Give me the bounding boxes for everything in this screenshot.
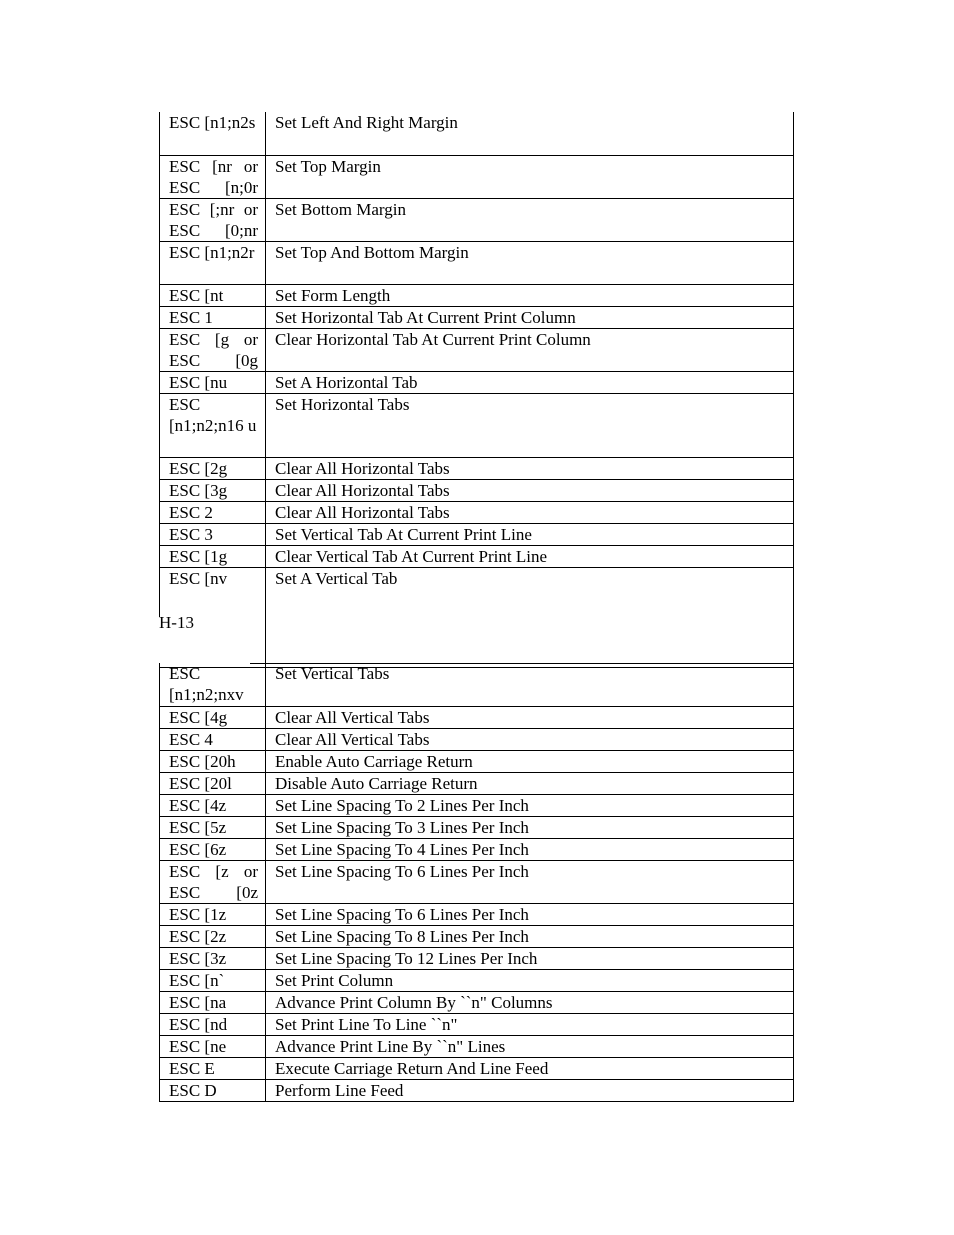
description-cell: Clear All Horizontal Tabs bbox=[266, 501, 794, 523]
table-row bbox=[160, 306, 794, 328]
table-row bbox=[160, 772, 794, 794]
table-row bbox=[160, 112, 794, 155]
code-cell: ESC [n1;n2s bbox=[160, 112, 266, 155]
description-cell: Set Top Margin bbox=[266, 155, 794, 198]
table-row bbox=[160, 947, 794, 969]
description-cell: Advance Print Column By ``n" Columns bbox=[266, 991, 794, 1013]
table-row bbox=[160, 794, 794, 816]
code-cell: ESC [;nr or ESC [0;nr bbox=[160, 198, 266, 241]
description-cell: Set Line Spacing To 4 Lines Per Inch bbox=[266, 838, 794, 860]
description-cell: Advance Print Line By ``n" Lines bbox=[266, 1035, 794, 1057]
code-cell: ESC [n1;n2;n16 u bbox=[160, 393, 266, 457]
code-cell: ESC [4z bbox=[160, 794, 266, 816]
code-cell: ESC [20h bbox=[160, 750, 266, 772]
table-row bbox=[160, 903, 794, 925]
table-row bbox=[160, 991, 794, 1013]
description-cell: Set Form Length bbox=[266, 284, 794, 306]
table-row bbox=[160, 750, 794, 772]
page-number: H-13 bbox=[159, 613, 194, 632]
table-row bbox=[160, 1035, 794, 1057]
table-row bbox=[160, 198, 794, 241]
code-cell: ESC [3z bbox=[160, 947, 266, 969]
table-row bbox=[160, 969, 794, 991]
table-row bbox=[160, 567, 794, 617]
code-cell: ESC [2z bbox=[160, 925, 266, 947]
code-cell: ESC [nr or ESC [n;0r bbox=[160, 155, 266, 198]
description-cell: Set Horizontal Tabs bbox=[266, 393, 794, 457]
table-row bbox=[160, 1079, 794, 1101]
code-cell: ESC [na bbox=[160, 991, 266, 1013]
description-cell: Execute Carriage Return And Line Feed bbox=[266, 1057, 794, 1079]
code-cell: ESC [nt bbox=[160, 284, 266, 306]
description-cell: Perform Line Feed bbox=[266, 1079, 794, 1101]
code-cell: ESC [ne bbox=[160, 1035, 266, 1057]
description-cell: Clear All Horizontal Tabs bbox=[266, 457, 794, 479]
code-cell: ESC [n1;n2r bbox=[160, 241, 266, 284]
code-cell: ESC E bbox=[160, 1057, 266, 1079]
description-cell: Set Vertical Tab At Current Print Line bbox=[266, 523, 794, 545]
code-cell: ESC [6z bbox=[160, 838, 266, 860]
table-row bbox=[160, 457, 794, 479]
escape-code-table-part-1 bbox=[159, 112, 794, 668]
table-row bbox=[160, 284, 794, 306]
code-cell: ESC [3g bbox=[160, 479, 266, 501]
code-cell: ESC 4 bbox=[160, 728, 266, 750]
description-cell: Set Print Line To Line ``n" bbox=[266, 1013, 794, 1035]
table-row bbox=[160, 393, 794, 457]
code-cell: ESC 2 bbox=[160, 501, 266, 523]
description-cell: Clear All Vertical Tabs bbox=[266, 728, 794, 750]
description-cell: Set Vertical Tabs bbox=[266, 663, 794, 706]
code-cell: ESC 3 bbox=[160, 523, 266, 545]
table-row bbox=[160, 501, 794, 523]
description-cell: Set A Vertical Tab bbox=[266, 567, 794, 667]
code-cell: ESC [nd bbox=[160, 1013, 266, 1035]
code-cell: ESC [5z bbox=[160, 816, 266, 838]
table-row bbox=[160, 155, 794, 198]
code-cell: ESC 1 bbox=[160, 306, 266, 328]
description-cell: Enable Auto Carriage Return bbox=[266, 750, 794, 772]
table-row bbox=[160, 728, 794, 750]
code-cell: ESC [20l bbox=[160, 772, 266, 794]
description-cell: Set Line Spacing To 8 Lines Per Inch bbox=[266, 925, 794, 947]
table-row bbox=[160, 838, 794, 860]
code-cell: ESC [4g bbox=[160, 706, 266, 728]
table-row bbox=[160, 479, 794, 501]
table-row bbox=[160, 1057, 794, 1079]
description-cell: Set Left And Right Margin bbox=[266, 112, 794, 155]
table-row bbox=[160, 1013, 794, 1035]
code-cell: ESC [1g bbox=[160, 545, 266, 567]
description-cell: Set Bottom Margin bbox=[266, 198, 794, 241]
description-cell: Set Line Spacing To 6 Lines Per Inch bbox=[266, 860, 794, 903]
code-cell: ESC D bbox=[160, 1079, 266, 1101]
code-cell: ESC [nu bbox=[160, 371, 266, 393]
table-row bbox=[160, 371, 794, 393]
table-row bbox=[160, 663, 794, 706]
code-cell: ESC [1z bbox=[160, 903, 266, 925]
description-cell: Clear Vertical Tab At Current Print Line bbox=[266, 545, 794, 567]
table-row bbox=[160, 241, 794, 284]
code-cell: ESC [z or ESC [0z bbox=[160, 860, 266, 903]
table-row bbox=[160, 925, 794, 947]
escape-code-table-part-2 bbox=[159, 663, 794, 1102]
table-row bbox=[160, 706, 794, 728]
description-cell: Set Top And Bottom Margin bbox=[266, 241, 794, 284]
description-cell: Set Horizontal Tab At Current Print Column bbox=[266, 306, 794, 328]
description-cell: Set Line Spacing To 12 Lines Per Inch bbox=[266, 947, 794, 969]
description-cell: Set Line Spacing To 6 Lines Per Inch bbox=[266, 903, 794, 925]
table-row bbox=[160, 860, 794, 903]
description-cell: Clear All Vertical Tabs bbox=[266, 706, 794, 728]
description-cell: Clear All Horizontal Tabs bbox=[266, 479, 794, 501]
code-cell: ESC [n` bbox=[160, 969, 266, 991]
description-cell: Set A Horizontal Tab bbox=[266, 371, 794, 393]
description-cell: Set Line Spacing To 2 Lines Per Inch bbox=[266, 794, 794, 816]
table-row bbox=[160, 816, 794, 838]
description-cell: Set Print Column bbox=[266, 969, 794, 991]
code-cell: ESC [g or ESC [0g bbox=[160, 328, 266, 371]
table-row bbox=[160, 328, 794, 371]
table-row bbox=[160, 545, 794, 567]
table-row bbox=[160, 523, 794, 545]
description-cell: Clear Horizontal Tab At Current Print Column bbox=[266, 328, 794, 371]
code-cell: ESC [2g bbox=[160, 457, 266, 479]
code-cell: ESC [n1;n2;nxv bbox=[160, 663, 266, 706]
description-cell: Disable Auto Carriage Return bbox=[266, 772, 794, 794]
description-cell: Set Line Spacing To 3 Lines Per Inch bbox=[266, 816, 794, 838]
code-cell: ESC [nv bbox=[160, 567, 266, 617]
table-top-border bbox=[250, 663, 794, 664]
